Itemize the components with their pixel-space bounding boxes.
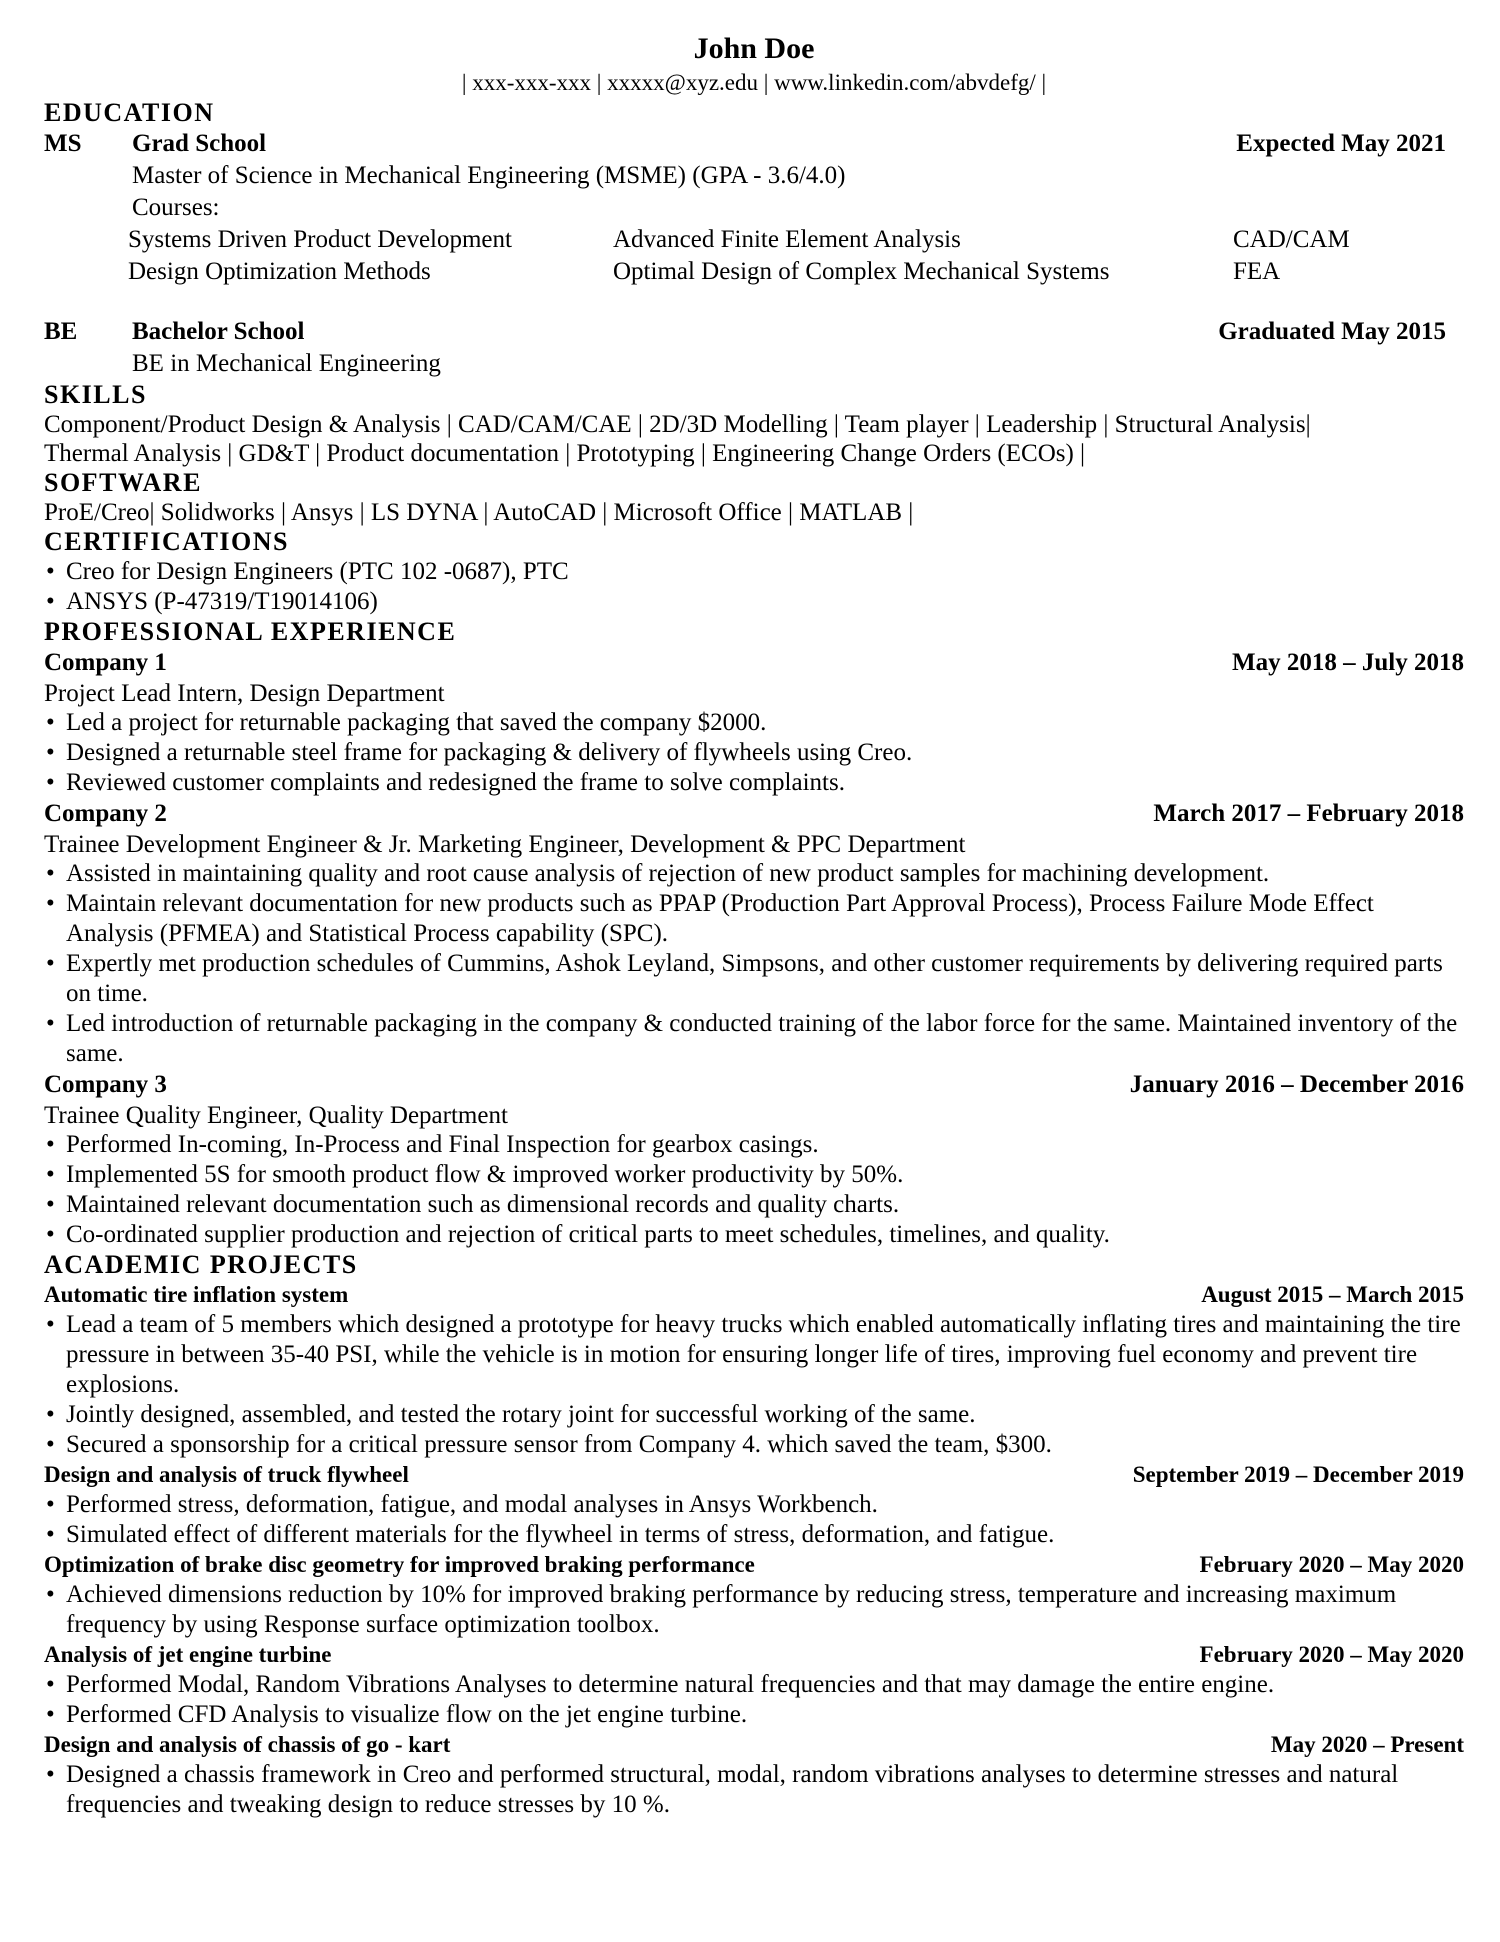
bullet-item: • Performed stress, deformation, fatigue, and modal analyses in Ansys Workbench. [44, 1490, 1464, 1520]
course-item: Design Optimization Methods [128, 258, 431, 285]
ms-degree: Master of Science in Mechanical Engineering (MSME) (GPA - 3.6/4.0) [132, 162, 846, 189]
certification-item: • Creo for Design Engineers (PTC 102 -0687), PTC [44, 557, 1464, 587]
bullet-item: • Performed In-coming, In-Process and Final Inspection for gearbox casings. [44, 1130, 1464, 1160]
company-name: Company 1 [44, 649, 167, 676]
bullet-item: • Designed a chassis framework in Creo and performed structural, modal, random vibrations analyses to determine stresses and natural frequencies and tweaking design to reduce stresses by 10 %. [44, 1760, 1464, 1820]
be-school: Bachelor School [132, 318, 305, 345]
bullet-item: • Jointly designed, assembled, and tested the rotary joint for successful working of the same. [44, 1400, 1464, 1430]
project-dates: May 2020 – Present [1270, 1732, 1464, 1757]
bullet-item: • Secured a sponsorship for a critical pressure sensor from Company 4. which saved the team, $300. [44, 1430, 1464, 1460]
candidate-name: John Doe [693, 32, 815, 65]
project-name: Analysis of jet engine turbine [44, 1642, 332, 1667]
course-item: Optimal Design of Complex Mechanical Systems [613, 258, 1110, 285]
bullet-item: • Lead a team of 5 members which designed a prototype for heavy trucks which enabled automatically inflating tires and maintaining the tire pressure in between 35-40 PSI, while the vehicle is in motion for ensuring longer life of tires, improving fuel economy and prevent tire explosions. [44, 1310, 1464, 1400]
certifications-list [44, 557, 1464, 617]
project-header [44, 1460, 1464, 1490]
be-abbr: BE [44, 318, 78, 345]
job-role: Trainee Quality Engineer, Quality Department [44, 1102, 508, 1129]
education-be [44, 316, 1464, 348]
course-item: CAD/CAM [1233, 226, 1350, 253]
certification-item: • ANSYS (P-47319/T19014106) [44, 587, 1464, 617]
project-bullets [44, 1490, 1464, 1550]
job-header [44, 798, 1464, 830]
resume-header [44, 30, 1464, 98]
software-line: ProE/Creo| Solidworks | Ansys | LS DYNA | AutoCAD | Microsoft Office | MATLAB | [44, 499, 914, 526]
job-dates: January 2016 – December 2016 [1129, 1071, 1464, 1098]
company-name: Company 2 [44, 800, 167, 827]
project-bullets [44, 1670, 1464, 1730]
project-header [44, 1730, 1464, 1760]
course-item: Advanced Finite Element Analysis [613, 226, 961, 253]
job-bullets [44, 859, 1464, 1069]
software-heading: SOFTWARE [44, 468, 202, 497]
be-degree: BE in Mechanical Engineering [132, 350, 441, 377]
project-header [44, 1280, 1464, 1310]
job-header [44, 1069, 1464, 1101]
bullet-item: • Performed CFD Analysis to visualize flow on the jet engine turbine. [44, 1700, 1464, 1730]
bullet-item: • Simulated effect of different materials for the flywheel in terms of stress, deformation, and fatigue. [44, 1520, 1464, 1550]
project-bullets [44, 1580, 1464, 1640]
project-header [44, 1640, 1464, 1670]
job-header [44, 647, 1464, 679]
job-dates: March 2017 – February 2018 [1153, 800, 1464, 827]
project-dates: August 2015 – March 2015 [1201, 1282, 1464, 1307]
bullet-item: • Reviewed customer complaints and redesigned the frame to solve complaints. [44, 768, 1464, 798]
ms-date: Expected May 2021 [1236, 130, 1446, 157]
ms-school: Grad School [132, 130, 267, 157]
contact-line: | xxx-xxx-xxx | xxxxx@xyz.edu | www.linkedin.com/abvdefg/ | [461, 70, 1047, 95]
bullet-item: • Expertly met production schedules of Cummins, Ashok Leyland, Simpsons, and other customer requirements by delivering required parts on time. [44, 949, 1464, 1009]
education-heading: EDUCATION [44, 98, 215, 127]
ms-courses-label: Courses: [132, 194, 220, 221]
skills-line-1: Component/Product Design & Analysis | CAD/CAM/CAE | 2D/3D Modelling | Team player | Leadership | Structural Analysis| [44, 411, 1311, 438]
project-name: Design and analysis of chassis of go - kart [44, 1732, 451, 1757]
projects-heading: ACADEMIC PROJECTS [44, 1250, 358, 1279]
bullet-item: • Maintained relevant documentation such as dimensional records and quality charts. [44, 1190, 1464, 1220]
certifications-heading: CERTIFICATIONS [44, 527, 289, 556]
education-ms [44, 128, 1464, 160]
project-dates: September 2019 – December 2019 [1132, 1462, 1464, 1487]
project-dates: February 2020 – May 2020 [1199, 1642, 1464, 1667]
job-bullets [44, 1130, 1464, 1250]
course-item: Systems Driven Product Development [128, 226, 512, 253]
project-header [44, 1550, 1464, 1580]
job-bullets [44, 708, 1464, 798]
job-role: Trainee Development Engineer & Jr. Marketing Engineer, Development & PPC Department [44, 831, 966, 858]
skills-line-2: Thermal Analysis | GD&T | Product documentation | Prototyping | Engineering Change Orders (ECOs) | [44, 440, 1086, 467]
bullet-item: • Implemented 5S for smooth product flow & improved worker productivity by 50%. [44, 1160, 1464, 1190]
spacer [44, 288, 1464, 316]
resume-page [44, 30, 1464, 1820]
bullet-item: • Assisted in maintaining quality and root cause analysis of rejection of new product samples for machining development. [44, 859, 1464, 889]
project-bullets [44, 1310, 1464, 1460]
course-item: FEA [1233, 258, 1281, 285]
bullet-item: • Performed Modal, Random Vibrations Analyses to determine natural frequencies and that may damage the entire engine. [44, 1670, 1464, 1700]
experience-heading: PROFESSIONAL EXPERIENCE [44, 617, 457, 646]
bullet-item: • Maintain relevant documentation for new products such as PPAP (Production Part Approval Process), Process Failure Mode Effect Analysis (PFMEA) and Statistical Process capability (SPC). [44, 889, 1464, 949]
bullet-item: • Led introduction of returnable packaging in the company & conducted training of the labor force for the same. Maintained inventory of the same. [44, 1009, 1464, 1069]
project-bullets [44, 1760, 1464, 1820]
job-dates: May 2018 – July 2018 [1232, 649, 1464, 676]
bullet-item: • Co-ordinated supplier production and rejection of critical parts to meet schedules, timelines, and quality. [44, 1220, 1464, 1250]
company-name: Company 3 [44, 1071, 167, 1098]
be-date: Graduated May 2015 [1218, 318, 1446, 345]
ms-abbr: MS [44, 130, 82, 157]
project-name: Automatic tire inflation system [44, 1282, 349, 1307]
bullet-item: • Designed a returnable steel frame for packaging & delivery of flywheels using Creo. [44, 738, 1464, 768]
bullet-item: • Led a project for returnable packaging that saved the company $2000. [44, 708, 1464, 738]
project-dates: February 2020 – May 2020 [1199, 1552, 1464, 1577]
project-name: Design and analysis of truck flywheel [44, 1462, 409, 1487]
ms-courses-grid [44, 224, 1464, 288]
job-role: Project Lead Intern, Design Department [44, 680, 445, 707]
skills-heading: SKILLS [44, 380, 147, 409]
bullet-item: • Achieved dimensions reduction by 10% for improved braking performance by reducing stress, temperature and increasing maximum frequency by using Response surface optimization toolbox. [44, 1580, 1464, 1640]
project-name: Optimization of brake disc geometry for improved braking performance [44, 1552, 755, 1577]
